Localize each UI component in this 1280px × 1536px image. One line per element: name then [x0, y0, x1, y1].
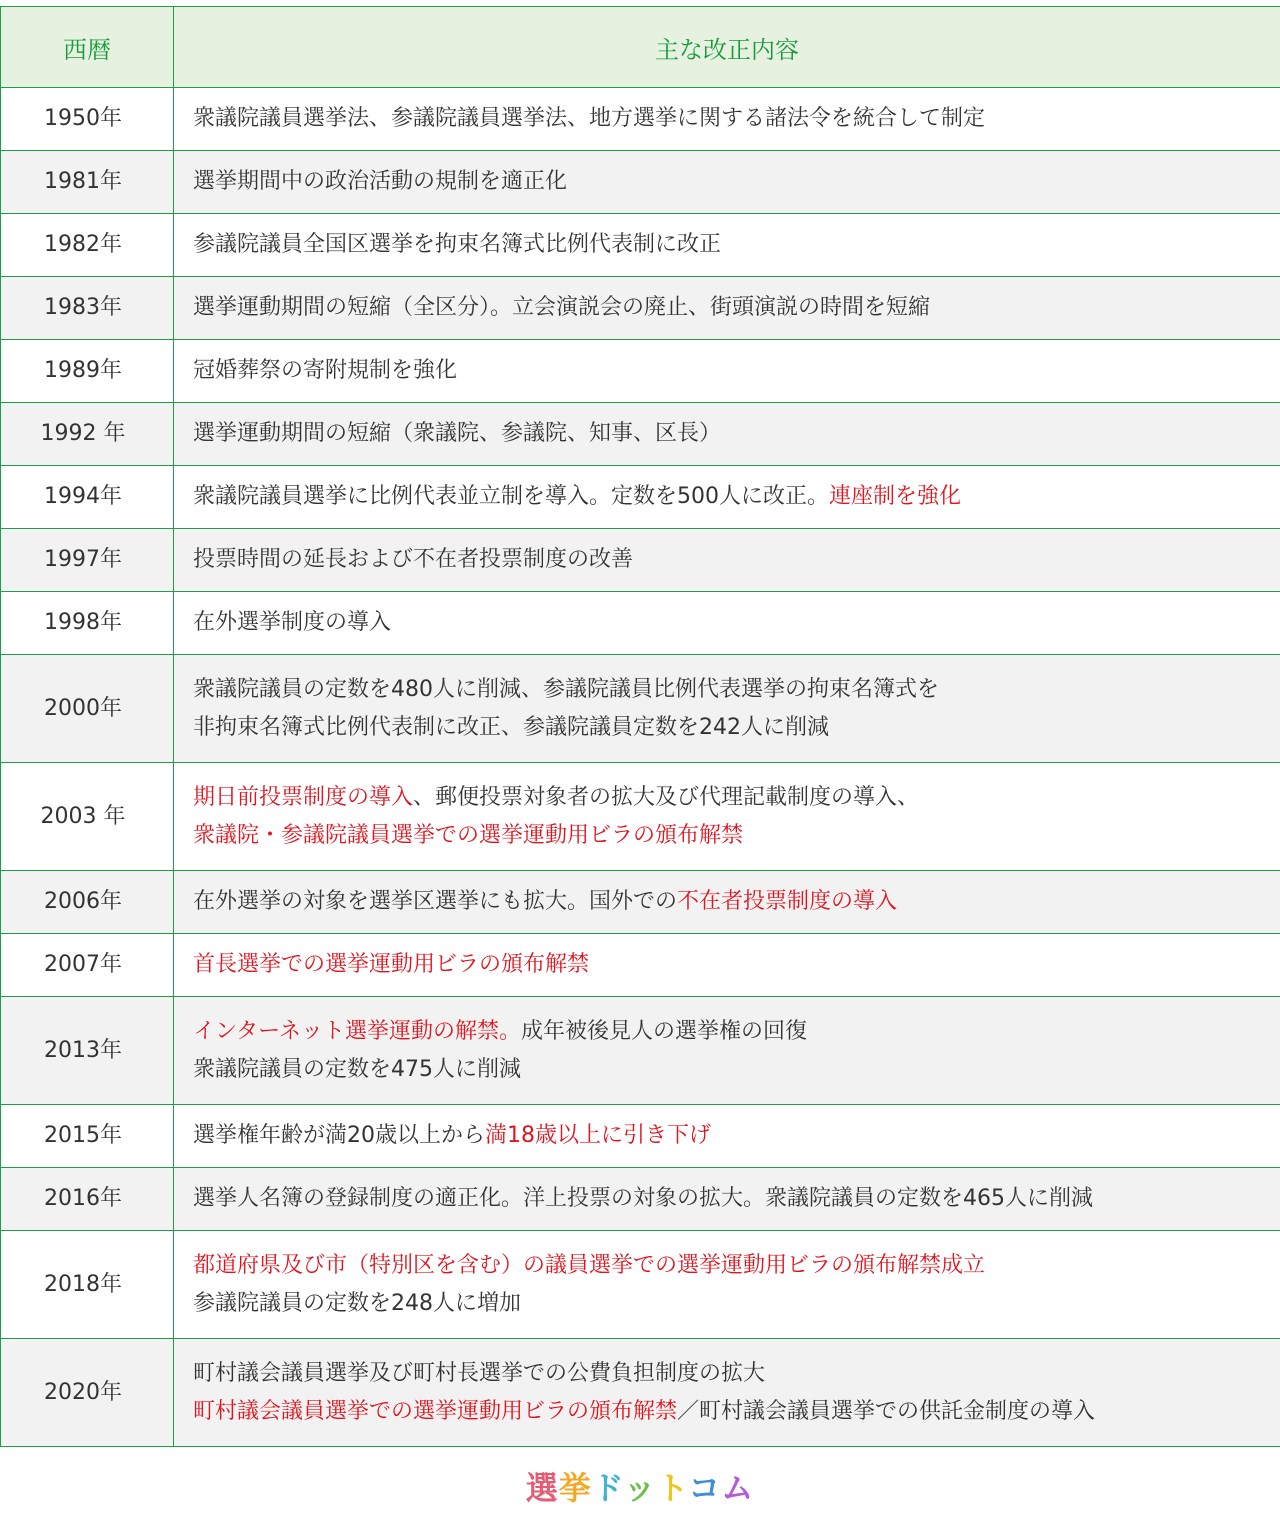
logo-char: 挙	[558, 1469, 592, 1507]
content-line	[193, 779, 1270, 817]
content-cell	[174, 466, 1280, 529]
logo-char: コ	[688, 1469, 722, 1507]
content-line	[193, 1117, 1270, 1155]
content-cell	[174, 88, 1280, 151]
content-text: 町村議会議員選挙及び町村長選挙での公費負担制度の拡大	[193, 1360, 766, 1386]
logo-char: 選	[525, 1469, 559, 1507]
content-text: 衆議院議員選挙法、参議院議員選挙法、地方選挙に関する諸法令を統合して制定	[193, 106, 986, 131]
content-cell	[174, 214, 1280, 277]
table-row	[1, 529, 1280, 592]
highlighted-text: 満18歳以上に引き下げ	[485, 1123, 711, 1148]
content-text: ／町村議会議員選挙での供託金制度の導入	[677, 1398, 1096, 1424]
content-line	[193, 415, 1270, 453]
amendment-history-table	[0, 6, 1280, 1447]
table-row	[1, 763, 1280, 871]
content-cell	[174, 592, 1280, 655]
content-cell	[174, 340, 1280, 403]
highlighted-text: 衆議院・参議院議員選挙での選挙運動用ビラの頒布解禁	[193, 822, 744, 848]
content-text: 冠婚葬祭の寄附規制を強化	[193, 358, 458, 383]
content-text: 衆議院議員の定数を480人に削減、参議院議員比例代表選挙の拘束名簿式を	[193, 676, 939, 702]
year-cell: 1994年	[1, 466, 174, 529]
highlighted-text: 首長選挙での選挙運動用ビラの頒布解禁	[193, 952, 590, 977]
content-cell	[174, 151, 1280, 214]
content-text: 参議院議員の定数を248人に増加	[193, 1290, 521, 1316]
content-line	[193, 883, 1270, 921]
table-row	[1, 403, 1280, 466]
year-cell: 1989年	[1, 340, 174, 403]
year-cell: 2007年	[1, 934, 174, 997]
content-text: 衆議院議員選挙に比例代表並立制を導入。定数を500人に改正。	[193, 484, 829, 509]
content-line	[193, 1051, 1270, 1089]
content-line	[193, 1393, 1270, 1431]
content-text: 選挙権年齢が満20歳以上から	[193, 1123, 485, 1148]
highlighted-text: 不在者投票制度の導入	[677, 889, 898, 914]
content-cell	[174, 277, 1280, 340]
content-line	[193, 709, 1270, 747]
senkyo-dotcom-logo	[0, 1468, 1280, 1508]
year-cell: 1983年	[1, 277, 174, 340]
content-cell	[174, 871, 1280, 934]
table-row	[1, 1168, 1280, 1231]
content-cell	[174, 1105, 1280, 1168]
content-text: 参議院議員全国区選挙を拘束名簿式比例代表制に改正	[193, 232, 722, 257]
content-line	[193, 100, 1270, 138]
content-text: 在外選挙制度の導入	[193, 610, 392, 635]
content-line	[193, 1180, 1270, 1218]
year-cell: 1997年	[1, 529, 174, 592]
table-row	[1, 1231, 1280, 1339]
table-row	[1, 655, 1280, 763]
table-row	[1, 88, 1280, 151]
content-text: 在外選挙の対象を選挙区選挙にも拡大。国外での	[193, 889, 678, 914]
content-text: 選挙運動期間の短縮（全区分）。立会演説会の廃止、街頭演説の時間を短縮	[193, 295, 931, 320]
year-cell: 2015年	[1, 1105, 174, 1168]
content-line	[193, 478, 1270, 516]
content-text: 投票時間の延長および不在者投票制度の改善	[193, 547, 634, 572]
content-cell	[174, 763, 1280, 871]
content-cell	[174, 934, 1280, 997]
content-cell	[174, 1339, 1280, 1447]
highlighted-text: 期日前投票制度の導入	[193, 784, 414, 810]
year-cell: 2020年	[1, 1339, 174, 1447]
content-text: 選挙人名簿の登録制度の適正化。洋上投票の対象の拡大。衆議院議員の定数を465人に削減	[193, 1186, 1093, 1211]
logo-char: ト	[656, 1469, 689, 1507]
year-cell: 1950年	[1, 88, 174, 151]
table-row	[1, 592, 1280, 655]
content-line	[193, 1013, 1270, 1051]
content-text: 、郵便投票対象者の拡大及び代理記載制度の導入、	[413, 784, 920, 810]
highlighted-text: 都道府県及び市（特別区を含む）の議員選挙での選挙運動用ビラの頒布解禁成立	[193, 1252, 986, 1278]
table-row	[1, 1105, 1280, 1168]
logo-char: ッ	[623, 1469, 657, 1507]
year-cell: 2000年	[1, 655, 174, 763]
content-cell	[174, 1168, 1280, 1231]
content-text: 選挙運動期間の短縮（衆議院、参議院、知事、区長）	[193, 421, 722, 446]
table-row	[1, 214, 1280, 277]
year-cell: 1982年	[1, 214, 174, 277]
logo-char: ド	[591, 1469, 624, 1507]
content-line	[193, 541, 1270, 579]
content-line	[193, 1355, 1270, 1393]
amendment-history-table-wrap	[0, 6, 1280, 1447]
table-row	[1, 340, 1280, 403]
year-cell: 1992 年	[1, 403, 174, 466]
table-header-row	[1, 7, 1280, 88]
content-text: 非拘束名簿式比例代表制に改正、参議院議員定数を242人に削減	[193, 714, 829, 740]
content-line	[193, 1285, 1270, 1323]
content-line	[193, 352, 1270, 390]
content-text: 衆議院議員の定数を475人に削減	[193, 1056, 521, 1082]
content-cell	[174, 997, 1280, 1105]
table-row	[1, 466, 1280, 529]
year-cell: 2018年	[1, 1231, 174, 1339]
column-header-content: 主な改正内容	[174, 7, 1280, 88]
content-line	[193, 671, 1270, 709]
table-row	[1, 151, 1280, 214]
table-row	[1, 1339, 1280, 1447]
year-cell: 2003 年	[1, 763, 174, 871]
content-cell	[174, 1231, 1280, 1339]
year-cell: 2016年	[1, 1168, 174, 1231]
highlighted-text: 町村議会議員選挙での選挙運動用ビラの頒布解禁	[193, 1398, 678, 1424]
table-row	[1, 934, 1280, 997]
content-line	[193, 946, 1270, 984]
content-line	[193, 604, 1270, 642]
table-body	[1, 88, 1280, 1447]
column-header-year: 西暦	[1, 7, 174, 88]
table-row	[1, 871, 1280, 934]
content-cell	[174, 655, 1280, 763]
year-cell: 1981年	[1, 151, 174, 214]
content-text: 選挙期間中の政治活動の規制を適正化	[193, 169, 568, 194]
content-line	[193, 163, 1270, 201]
year-cell: 1998年	[1, 592, 174, 655]
highlighted-text: 連座制を強化	[829, 484, 962, 509]
year-cell: 2006年	[1, 871, 174, 934]
content-text: 成年被後見人の選挙権の回復	[521, 1018, 808, 1044]
table-row	[1, 277, 1280, 340]
year-cell: 2013年	[1, 997, 174, 1105]
content-cell	[174, 403, 1280, 466]
logo-char: ム	[721, 1469, 755, 1507]
content-line	[193, 289, 1270, 327]
content-cell	[174, 529, 1280, 592]
content-line	[193, 817, 1270, 855]
highlighted-text: インターネット選挙運動の解禁。	[193, 1018, 522, 1044]
content-line	[193, 1247, 1270, 1285]
table-row	[1, 997, 1280, 1105]
content-line	[193, 226, 1270, 264]
